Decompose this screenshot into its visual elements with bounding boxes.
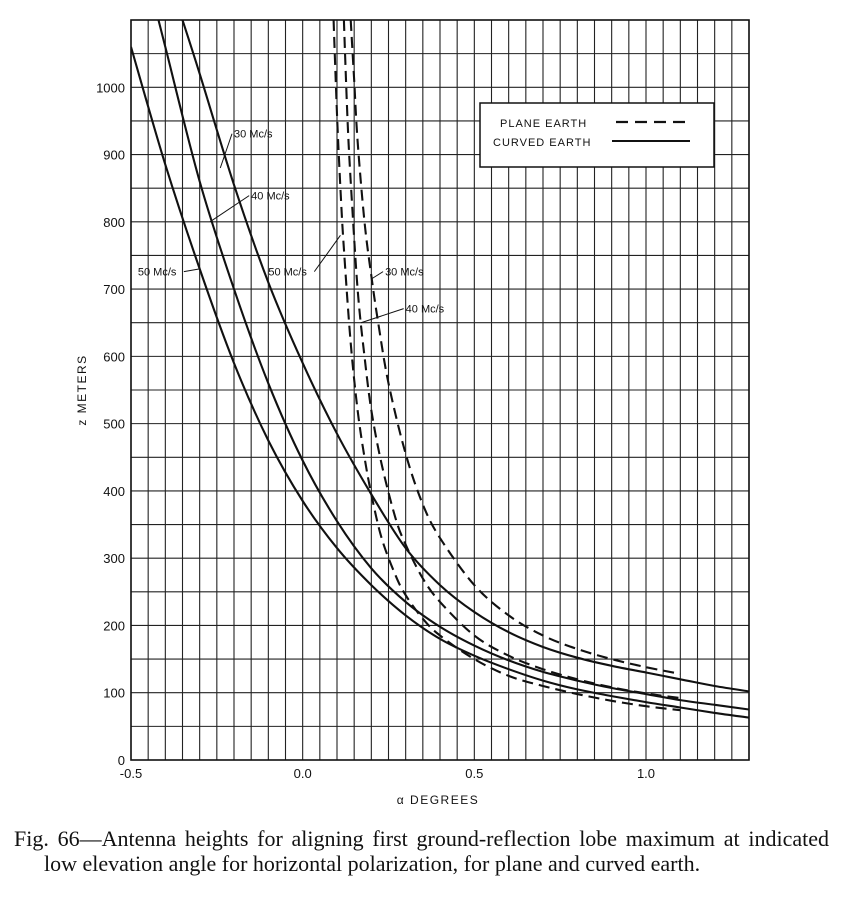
curve-labels: [138, 129, 445, 323]
legend-entry-plane-earth: PLANE EARTH: [500, 118, 588, 130]
curve-label-leader: [371, 272, 383, 279]
curve-label-leader: [184, 269, 200, 272]
x-tick-label: 0.5: [465, 766, 484, 781]
x-tick-label: -0.5: [119, 766, 143, 781]
x-tick-label: 0.0: [293, 766, 312, 781]
y-tick-label: 0: [117, 753, 125, 768]
x-axis-label: α DEGREES: [396, 793, 480, 807]
curve-label-leader: [361, 309, 404, 323]
legend-box: [480, 103, 714, 167]
legend-entry-curved-earth: CURVED EARTH: [493, 137, 592, 149]
figure-caption: Fig. 66—Antenna heights for aligning first ground-reflection lobe maximum at indicated low elevation angle for horizontal polarization, for plane and curved earth.: [14, 826, 829, 876]
curve-label: 50 Mc/s: [137, 266, 177, 279]
y-tick-label: 300: [103, 551, 125, 567]
y-tick-label: 500: [103, 416, 125, 432]
y-tick-label: 400: [103, 483, 125, 499]
curve-label: 30 Mc/s: [385, 266, 424, 279]
curve-label-leader: [210, 196, 249, 222]
curve-label: 40 Mc/s: [405, 303, 445, 316]
legend: [480, 103, 714, 167]
y-tick-label: 100: [103, 685, 125, 701]
curve-label: 40 Mc/s: [251, 190, 290, 203]
y-axis-label: z METERS: [75, 354, 89, 426]
x-tick-label: 1.0: [636, 766, 656, 781]
y-tick-label: 700: [103, 282, 125, 298]
curve-label: 30 Mc/s: [234, 128, 273, 141]
y-tick-label: 800: [103, 214, 125, 230]
y-tick-label: 200: [103, 618, 125, 634]
y-tick-label: 1000: [96, 80, 125, 96]
curve-label: 50 Mc/s: [268, 266, 307, 279]
y-tick-label: 900: [103, 147, 125, 163]
y-tick-label: 600: [103, 349, 125, 365]
